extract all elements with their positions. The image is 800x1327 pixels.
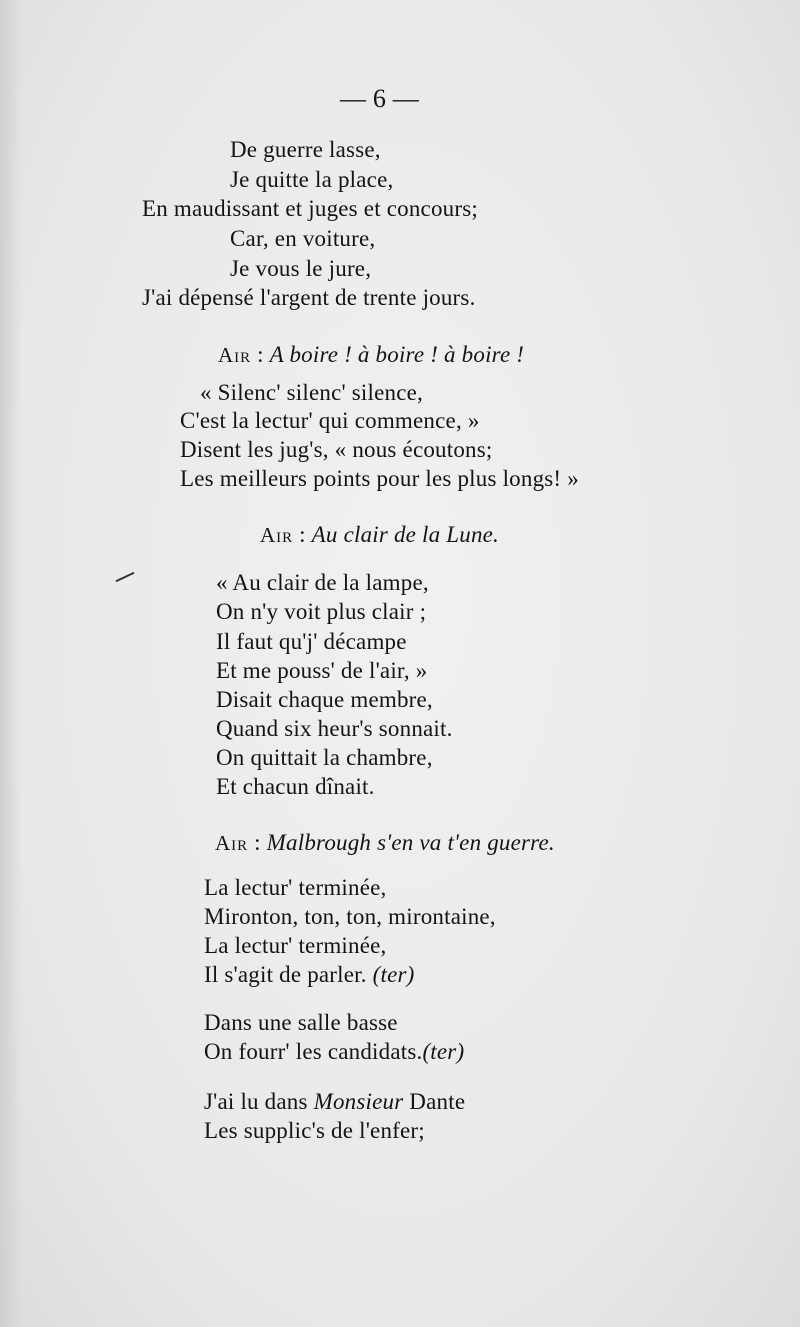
verse-line: En maudissant et juges et concours; (142, 196, 478, 221)
air-heading (260, 520, 499, 550)
page-edge-shadow (0, 0, 22, 1327)
verse-line (204, 960, 415, 990)
air-label: Air (218, 343, 252, 367)
verse-line: Mironton, ton, ton, mirontaine, (204, 904, 496, 929)
air-title: Au clair de la Lune. (311, 522, 500, 547)
air-separator: : (251, 342, 270, 367)
verse-line: On n'y voit plus clair ; (216, 599, 427, 624)
verse-line: Les supplic's de l'enfer; (204, 1118, 425, 1143)
verse-emphasis: Monsieur (313, 1089, 404, 1114)
verse-line: Il faut qu'j' décampe (216, 629, 407, 654)
verse-line: La lectur' terminée, (204, 875, 387, 900)
verse-line: Et me pouss' de l'air, » (216, 658, 428, 683)
verse-line: « Au clair de la lampe, (216, 570, 429, 595)
verse-text: On fourr' les candidats. (204, 1039, 423, 1064)
verse-line: Je quitte la place, (230, 167, 394, 192)
verse-line: On quittait la chambre, (216, 745, 433, 770)
verse-line: Disait chaque membre, (216, 687, 433, 712)
verse-text: Il s'agit de parler. (204, 962, 373, 987)
verse-line: Et chacun dînait. (216, 774, 375, 799)
verse-line: Les meilleurs points pour les plus longs! » (180, 466, 579, 491)
air-label: Air (260, 523, 294, 547)
verse-line: J'ai dépensé l'argent de trente jours. (142, 285, 476, 310)
air-separator: : (248, 830, 267, 855)
verse-line (204, 1087, 465, 1117)
verse-line: C'est la lectur' qui commence, » (180, 408, 480, 433)
page-number: — 6 — (340, 84, 419, 113)
verse-line: Quand six heur's sonnait. (216, 716, 453, 741)
verse-line: Car, en voiture, (230, 226, 376, 251)
refrain-marker: (ter) (372, 962, 415, 987)
air-label: Air (215, 831, 249, 855)
air-title: Malbrough s'en va t'en guerre. (266, 830, 555, 855)
margin-pencil-mark (116, 572, 135, 582)
verse-text: Dante (403, 1089, 466, 1114)
verse-line: La lectur' terminée, (204, 933, 387, 958)
verse-line: Dans une salle basse (204, 1010, 398, 1035)
air-title: A boire ! à boire ! à boire ! (269, 342, 525, 367)
verse-text: J'ai lu dans (204, 1089, 314, 1114)
refrain-marker: (ter) (422, 1039, 465, 1064)
verse-line: Je vous le jure, (230, 256, 372, 281)
air-heading (218, 340, 524, 370)
verse-line: De guerre lasse, (230, 137, 381, 162)
verse-line: « Silenc' silenc' silence, (200, 380, 423, 405)
air-separator: : (293, 522, 312, 547)
verse-line (204, 1037, 464, 1067)
air-heading (215, 828, 555, 858)
verse-line: Disent les jug's, « nous écoutons; (180, 437, 493, 462)
